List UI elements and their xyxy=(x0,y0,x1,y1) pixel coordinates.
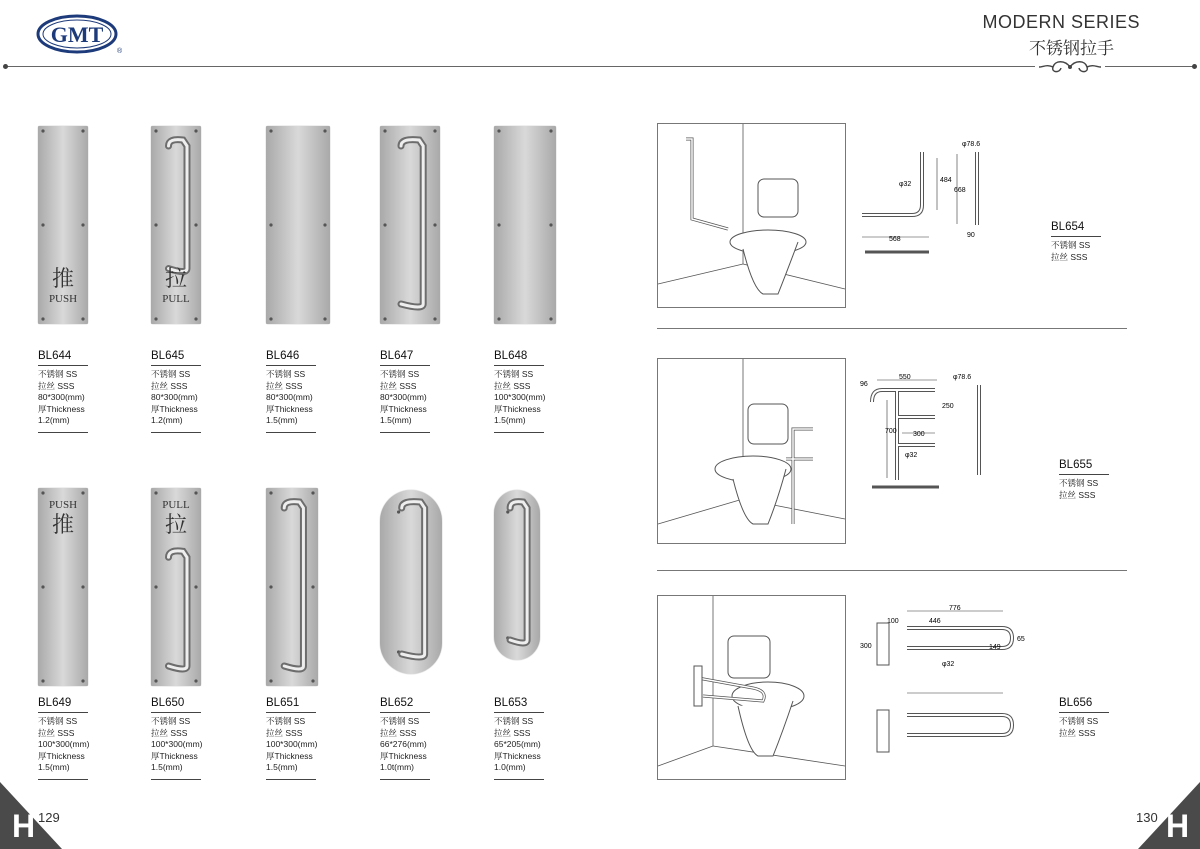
bl655-dim-7: φ32 xyxy=(905,452,918,459)
spec-line: 厚Thickness xyxy=(266,403,313,414)
bl655-installation-illustration xyxy=(657,358,846,544)
plate-label-cn: 拉 xyxy=(164,512,187,537)
bl649-underline xyxy=(38,712,88,713)
bl648-code: BL648 xyxy=(494,350,528,362)
bl645-bottom-rule xyxy=(151,432,201,433)
spec-line: 不锈钢 SS xyxy=(380,716,420,726)
divider-2 xyxy=(657,570,1127,571)
spec-line: 1.5(mm) xyxy=(380,415,412,425)
spec-line: 80*300(mm) xyxy=(266,392,313,402)
bl656-code: BL656 xyxy=(1059,697,1093,709)
gmt-logo xyxy=(37,14,121,54)
registered-mark: ® xyxy=(117,48,123,55)
spec-line: 1.2(mm) xyxy=(151,415,183,425)
spec-line: 不锈钢 SS xyxy=(266,369,306,379)
plate-label-cn: 推 xyxy=(51,512,74,537)
spec-line: 65*205(mm) xyxy=(494,739,541,749)
bl654-dim-1: φ78.6 xyxy=(962,141,981,148)
spec-line: 厚Thickness xyxy=(38,750,85,761)
bl652-underline xyxy=(380,712,430,713)
bl654-dimension-drawing xyxy=(857,140,997,260)
bl644-bottom-rule xyxy=(38,432,88,433)
spec-line: 100*300(mm) xyxy=(494,392,546,402)
bl653-bottom-rule xyxy=(494,779,544,780)
spec-line: 1.0(mm) xyxy=(494,762,526,772)
bl655-spec-line: 不锈钢 SS xyxy=(1059,478,1099,488)
bl656-dim-3: 446 xyxy=(929,618,941,625)
bl656-dim-2: 100 xyxy=(887,618,899,625)
spec-line: 不锈钢 SS xyxy=(494,369,534,379)
spec-line: 拉丝 SSS xyxy=(266,727,303,738)
bl654-code: BL654 xyxy=(1051,221,1085,233)
spec-line: 不锈钢 SS xyxy=(266,716,306,726)
bl655-spec xyxy=(1059,478,1098,501)
bl655-dimension-drawing xyxy=(857,370,997,500)
bl650-code: BL650 xyxy=(151,697,185,709)
bl647-underline xyxy=(380,365,430,366)
bl650-bottom-rule xyxy=(151,779,201,780)
bl644-code: BL644 xyxy=(38,350,72,362)
bl654-dim-5: 90 xyxy=(967,232,975,239)
bl654-spec-line: 拉丝 SSS xyxy=(1051,251,1088,262)
bl656-installation-illustration xyxy=(657,595,846,780)
bl655-spec-line: 拉丝 SSS xyxy=(1059,489,1096,500)
spec-line: 80*300(mm) xyxy=(38,392,85,402)
spec-line: 拉丝 SSS xyxy=(380,727,417,738)
bl652-plate-image xyxy=(380,490,442,674)
spec-line: 厚Thickness xyxy=(494,403,541,414)
bl651-spec xyxy=(266,716,318,774)
plate-label-cn: 拉 xyxy=(164,266,187,291)
spec-line: 66*276(mm) xyxy=(380,739,427,749)
bl654-spec xyxy=(1051,240,1090,263)
spec-line: 拉丝 SSS xyxy=(266,380,303,391)
bl649-code: BL649 xyxy=(38,697,72,709)
bl652-bottom-rule xyxy=(380,779,430,780)
spec-line: 厚Thickness xyxy=(266,750,313,761)
bl645-code: BL645 xyxy=(151,350,185,362)
spec-line: 厚Thickness xyxy=(38,403,85,414)
spec-line: 拉丝 SSS xyxy=(151,727,188,738)
spec-line: 不锈钢 SS xyxy=(494,716,534,726)
bl656-spec xyxy=(1059,716,1098,739)
bl656-dim-7: φ32 xyxy=(942,661,955,668)
bl645-underline xyxy=(151,365,201,366)
spec-line: 厚Thickness xyxy=(380,403,427,414)
bl654-dim-6: 568 xyxy=(889,236,901,243)
bl651-plate-image xyxy=(266,488,318,686)
bl644-plate-label xyxy=(38,266,88,306)
bl648-underline xyxy=(494,365,544,366)
spec-line: 1.2(mm) xyxy=(38,415,70,425)
spec-line: 100*300(mm) xyxy=(38,739,90,749)
bl644-spec xyxy=(38,369,85,427)
plate-label-en: PUSH xyxy=(48,499,78,511)
bl646-code: BL646 xyxy=(266,350,300,362)
bl651-bottom-rule xyxy=(266,779,316,780)
spec-line: 拉丝 SSS xyxy=(38,727,75,738)
bl654-dim-2: φ32 xyxy=(899,181,912,188)
spec-line: 不锈钢 SS xyxy=(38,716,78,726)
spec-line: 不锈钢 SS xyxy=(151,716,191,726)
spec-line: 厚Thickness xyxy=(151,750,198,761)
spec-line: 拉丝 SSS xyxy=(151,380,188,391)
bl647-code: BL647 xyxy=(380,350,414,362)
bl648-spec xyxy=(494,369,546,427)
bl656-dim-1: 776 xyxy=(949,605,961,612)
bl652-code: BL652 xyxy=(380,697,414,709)
spec-line: 不锈钢 SS xyxy=(380,369,420,379)
bl649-bottom-rule xyxy=(38,779,88,780)
bl645-plate-label xyxy=(151,266,201,306)
bl653-plate-image xyxy=(494,490,540,660)
bl656-underline xyxy=(1059,712,1109,713)
bl644-underline xyxy=(38,365,88,366)
bl650-spec xyxy=(151,716,203,774)
spec-line: 拉丝 SSS xyxy=(380,380,417,391)
bl656-dimension-drawing xyxy=(857,603,1027,753)
spec-line: 1.5(mm) xyxy=(38,762,70,772)
bl649-plate-label xyxy=(38,498,88,538)
series-subtitle: 不锈钢拉手 xyxy=(1029,39,1114,58)
right-corner-letter: H xyxy=(1166,808,1190,844)
spec-line: 拉丝 SSS xyxy=(494,380,531,391)
spec-line: 80*300(mm) xyxy=(380,392,427,402)
bl655-dim-3: φ78.6 xyxy=(953,374,972,381)
bl653-spec xyxy=(494,716,541,774)
spec-line: 不锈钢 SS xyxy=(38,369,78,379)
bl651-underline xyxy=(266,712,316,713)
bl649-spec xyxy=(38,716,90,774)
bl646-plate-image xyxy=(266,126,330,324)
bl647-spec xyxy=(380,369,427,427)
bl654-dim-3: 484 xyxy=(940,177,952,184)
left-corner-letter: H xyxy=(12,808,36,844)
bl653-underline xyxy=(494,712,544,713)
bl647-plate-image xyxy=(380,126,440,324)
bl652-spec xyxy=(380,716,427,774)
bl650-underline xyxy=(151,712,201,713)
bl648-bottom-rule xyxy=(494,432,544,433)
bl655-underline xyxy=(1059,474,1109,475)
bl655-dim-6: 300 xyxy=(913,431,925,438)
spec-line: 1.5(mm) xyxy=(266,415,298,425)
right-page-number: 130 xyxy=(1136,810,1158,825)
left-page-number: 129 xyxy=(38,810,60,825)
bl648-plate-image xyxy=(494,126,556,324)
bl654-spec-line: 不锈钢 SS xyxy=(1051,240,1091,250)
bl646-spec xyxy=(266,369,313,427)
spec-line: 拉丝 SSS xyxy=(38,380,75,391)
bl653-code: BL653 xyxy=(494,697,528,709)
bl656-spec-line: 拉丝 SSS xyxy=(1059,727,1096,738)
bl650-plate-label xyxy=(151,498,201,538)
ornament-icon xyxy=(1035,58,1105,76)
spec-line: 100*300(mm) xyxy=(151,739,203,749)
series-title: MODERN SERIES xyxy=(982,12,1140,32)
bl654-installation-illustration xyxy=(657,123,846,308)
spec-line: 1.5(mm) xyxy=(266,762,298,772)
divider-1 xyxy=(657,328,1127,329)
bl645-spec xyxy=(151,369,198,427)
plate-label-en: PULL xyxy=(162,499,190,511)
bl646-bottom-rule xyxy=(266,432,316,433)
plate-label-en: PULL xyxy=(162,293,190,305)
bl646-underline xyxy=(266,365,316,366)
bl656-spec-line: 不锈钢 SS xyxy=(1059,716,1099,726)
spec-line: 80*300(mm) xyxy=(151,392,198,402)
bl654-dim-4: 668 xyxy=(954,187,966,194)
bl654-underline xyxy=(1051,236,1101,237)
bl655-dim-2: 550 xyxy=(899,374,911,381)
spec-line: 不锈钢 SS xyxy=(151,369,191,379)
bl656-dim-5: 149 xyxy=(989,644,1001,651)
spec-line: 厚Thickness xyxy=(380,750,427,761)
spec-line: 拉丝 SSS xyxy=(494,727,531,738)
bl655-dim-1: 96 xyxy=(860,381,868,388)
spec-line: 厚Thickness xyxy=(494,750,541,761)
bl647-bottom-rule xyxy=(380,432,430,433)
bl656-dim-4: 300 xyxy=(860,643,872,650)
bl656-dim-6: 65 xyxy=(1017,636,1025,643)
plate-label-cn: 推 xyxy=(51,266,74,291)
spec-line: 1.5(mm) xyxy=(151,762,183,772)
bl651-code: BL651 xyxy=(266,697,300,709)
logo-text: GMT xyxy=(50,22,104,47)
plate-label-en: PUSH xyxy=(48,293,78,305)
header-rule xyxy=(5,66,1195,67)
spec-line: 100*300(mm) xyxy=(266,739,318,749)
spec-line: 1.5(mm) xyxy=(494,415,526,425)
bl655-code: BL655 xyxy=(1059,459,1093,471)
bl655-dim-4: 250 xyxy=(942,403,954,410)
spec-line: 厚Thickness xyxy=(151,403,198,414)
spec-line: 1.0t(mm) xyxy=(380,762,414,772)
bl655-dim-5: 700 xyxy=(885,428,897,435)
